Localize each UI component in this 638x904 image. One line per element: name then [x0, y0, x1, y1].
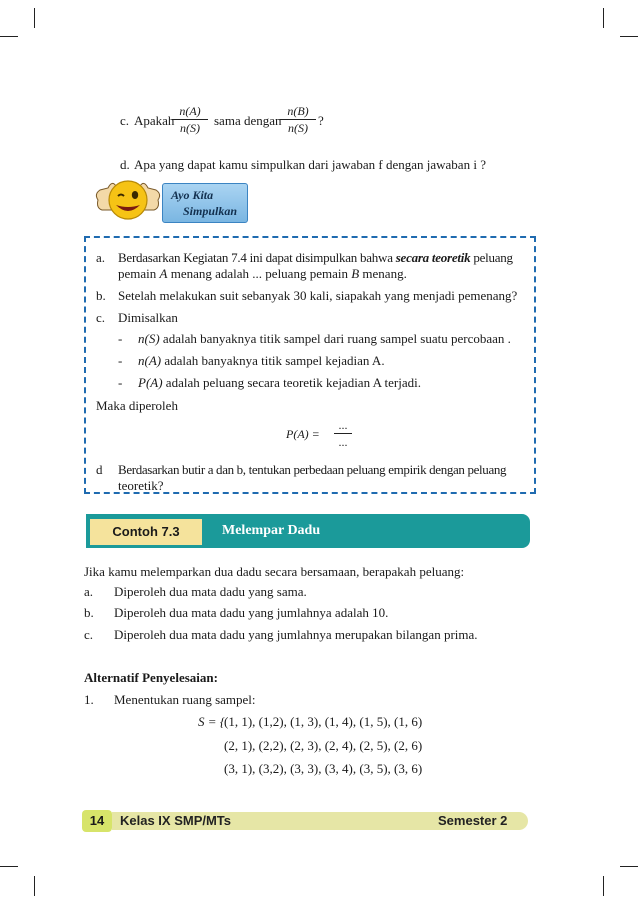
fraction-numerator: n(A)	[179, 104, 201, 118]
question-c-prefix: Apakah	[134, 113, 175, 128]
example-badge: Contoh 7.3	[90, 519, 202, 545]
conclusion-a-label: a.	[96, 250, 106, 265]
fraction-denominator: n(S)	[180, 121, 200, 135]
fraction-numerator: n(B)	[287, 104, 309, 118]
crop-mark	[0, 866, 18, 867]
conclusion-a2-var-b: B	[351, 266, 360, 281]
symbol-nS: n(S)	[138, 331, 160, 346]
conclusion-a-line1	[118, 250, 526, 266]
formula-lhs: P(A) =	[286, 427, 320, 441]
conclusion-c2-text: adalah banyaknya titik sampel kejadian A.	[164, 353, 385, 368]
conclusion-a-text: Berdasarkan Kegiatan 7.4 ini dapat disimpulkan bahwa	[118, 250, 393, 265]
maka-diperoleh: Maka diperoleh	[96, 398, 178, 413]
crop-mark	[620, 36, 638, 37]
formula-denominator: ...	[338, 435, 348, 449]
conclusion-a2-var-a: A	[159, 266, 168, 281]
problem-item-label: a.	[84, 584, 94, 599]
ayo-kita-simpulkan-label	[162, 183, 248, 223]
conclusion-d-label: d	[96, 462, 103, 477]
crop-mark	[603, 8, 604, 28]
fraction-nA-nS	[172, 104, 208, 135]
conclusion-c1-text: adalah banyaknya titik sampel dari ruang sampel suatu percobaan .	[162, 331, 511, 346]
problem-item-label: c.	[84, 627, 94, 642]
solution-step-label: 1.	[84, 692, 94, 707]
conclusion-c-text: Dimisalkan	[118, 310, 178, 325]
problem-item-text: Diperoleh dua mata dadu yang jumlahnya merupakan bilangan prima.	[114, 627, 478, 642]
conclusion-a-line2	[118, 266, 407, 282]
conclusion-a2-text: pemain	[118, 266, 157, 281]
solution-step-text: Menentukan ruang sampel:	[114, 692, 256, 707]
crop-mark	[34, 8, 35, 28]
conclusion-c3	[138, 375, 421, 391]
bullet-dash: -	[118, 331, 123, 346]
conclusion-a-emphasis: secara teoretik	[395, 250, 471, 265]
conclusion-d-line1: Berdasarkan butir a dan b, tentukan perbedaan peluang empirik dengan peluang	[118, 462, 507, 477]
conclusion-c3-text: adalah peluang secara teoretik kejadian A terjadi.	[165, 375, 421, 390]
sample-space-row: (3, 1), (3,2), (3, 3), (3, 4), (3, 5), (3, 6)	[224, 761, 423, 776]
question-c-middle: sama dengan	[214, 113, 282, 128]
page-number: 14	[82, 810, 112, 832]
formula-fraction	[334, 418, 352, 449]
conclusion-a-text-end: peluang	[473, 250, 513, 265]
problem-intro: Jika kamu melemparkan dua dadu secara bersamaan, berapakah peluang:	[84, 564, 465, 579]
problem-item-label: b.	[84, 605, 94, 620]
conclusion-d-line2: teoretik?	[118, 478, 164, 493]
solution-heading: Alternatif Penyelesaian:	[84, 670, 218, 685]
symbol-PA: P(A)	[138, 375, 163, 390]
crop-mark	[34, 876, 35, 896]
ayo-kita-line2: Simpulkan	[183, 204, 238, 218]
bullet-dash: -	[118, 375, 123, 390]
problem-item-text: Diperoleh dua mata dadu yang jumlahnya adalah 10.	[114, 605, 389, 620]
bullet-dash: -	[118, 353, 123, 368]
sample-space-row: (1, 1), (1,2), (1, 3), (1, 4), (1, 5), (1, 6)	[224, 714, 423, 729]
conclusion-c2	[138, 353, 385, 369]
problem-item-text: Diperoleh dua mata dadu yang sama.	[114, 584, 307, 599]
crop-mark	[603, 876, 604, 896]
crop-mark	[0, 36, 18, 37]
smiley-thumbs-up-icon	[92, 174, 164, 222]
conclusion-a2-text-mid: menang adalah ... peluang pemain	[170, 266, 348, 281]
example-title: Melempar Dadu	[222, 523, 321, 538]
question-d-label: d.	[120, 157, 130, 172]
conclusion-b-text: Setelah melakukan suit sebanyak 30 kali, siapakah yang menjadi pemenang?	[118, 288, 518, 303]
crop-mark	[620, 866, 638, 867]
question-c-suffix: ?	[318, 113, 324, 128]
conclusion-b-label: b.	[96, 288, 106, 303]
footer-book-title: Kelas IX SMP/MTs	[120, 813, 232, 828]
question-c-label: c.	[120, 113, 130, 128]
conclusion-c-label: c.	[96, 310, 106, 325]
ayo-kita-line1: Ayo Kita	[171, 188, 214, 202]
symbol-nA: n(A)	[138, 353, 162, 368]
sample-space-lhs: S = {	[198, 714, 225, 729]
fraction-nB-nS	[280, 104, 316, 135]
sample-space-row: (2, 1), (2,2), (2, 3), (2, 4), (2, 5), (2, 6)	[224, 738, 423, 753]
footer-semester: Semester 2	[438, 813, 508, 828]
fraction-denominator: n(S)	[288, 121, 308, 135]
conclusion-a2-text-end: menang.	[362, 266, 407, 281]
formula-numerator: ...	[338, 418, 348, 432]
question-d-text: Apa yang dapat kamu simpulkan dari jawaban f dengan jawaban i ?	[134, 157, 486, 172]
conclusion-c1	[138, 331, 511, 347]
